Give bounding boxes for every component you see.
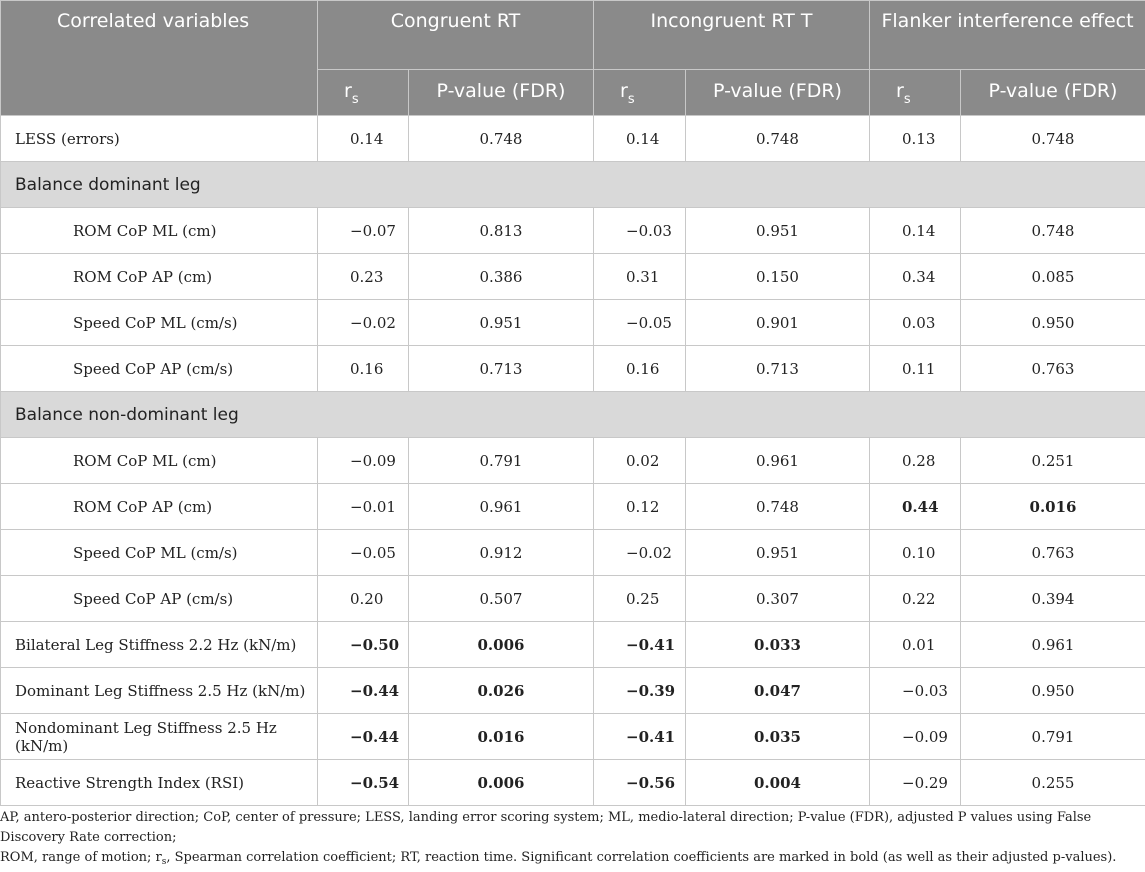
row-label: ROM CoP AP (cm) [1,254,318,300]
row-label: Reactive Strength Index (RSI) [1,760,318,806]
row-label: LESS (errors) [1,116,318,162]
table-row [1,530,1145,576]
rs-value-cell: 0.11 [870,346,961,392]
header-row-1 [1,1,1145,70]
table-row [1,622,1145,668]
pvalue-cell: 0.035 [686,714,870,760]
rs-value-cell: −0.05 [594,300,686,346]
pvalue-cell: 0.763 [961,346,1145,392]
section-label: Balance non-dominant leg [1,392,1145,438]
rs-value-cell: 0.14 [594,116,686,162]
footnote-text: , Spearman correlation coefficient; RT, reaction time. Significant correlation coefficients are marked in bold (as well as their adjusted p-values). [166,850,1116,865]
rs-value-cell: 0.12 [594,484,686,530]
pvalue-cell: 0.763 [961,530,1145,576]
header-flanker-effect: Flanker interference effect [870,1,1145,70]
rs-value-cell: 0.13 [870,116,961,162]
pvalue-cell: 0.016 [409,714,594,760]
header-pvalue: P-value (FDR) [409,70,594,116]
pvalue-cell: 0.006 [409,760,594,806]
row-label: ROM CoP ML (cm) [1,208,318,254]
rs-symbol: r [620,80,628,102]
header-pvalue: P-value (FDR) [686,70,870,116]
rs-value-cell: −0.02 [318,300,409,346]
rs-value-cell: −0.41 [594,714,686,760]
table-body [1,116,1145,806]
pvalue-cell: 0.951 [686,208,870,254]
rs-value-cell: −0.56 [594,760,686,806]
table-row [1,346,1145,392]
header-incongruent-rt: Incongruent RT T [594,1,870,70]
pvalue-cell: 0.961 [686,438,870,484]
rs-subscript: s [904,92,911,107]
rs-value-cell: −0.03 [594,208,686,254]
pvalue-cell: 0.951 [409,300,594,346]
footnote-line-1: AP, antero-posterior direction; CoP, center of pressure; LESS, landing error scoring system; ML, medio-lateral direction; P-value (FDR), adjusted P values using False Discovery Rate correction; [0,808,1145,848]
pvalue-cell: 0.961 [409,484,594,530]
header-rs [870,70,961,116]
rs-subscript: s [628,92,635,107]
row-label: ROM CoP ML (cm) [1,438,318,484]
section-row [1,392,1145,438]
rs-value-cell: 0.16 [318,346,409,392]
rs-value-cell: −0.39 [594,668,686,714]
rs-value-cell: −0.44 [318,714,409,760]
rs-value-cell: −0.44 [318,668,409,714]
rs-value-cell: −0.07 [318,208,409,254]
pvalue-cell: 0.912 [409,530,594,576]
pvalue-cell: 0.307 [686,576,870,622]
rs-value-cell: 0.14 [870,208,961,254]
rs-value-cell: −0.41 [594,622,686,668]
header-correlated-variables: Correlated variables [1,1,318,116]
pvalue-cell: 0.951 [686,530,870,576]
pvalue-cell: 0.150 [686,254,870,300]
rs-value-cell: −0.09 [318,438,409,484]
pvalue-cell: 0.006 [409,622,594,668]
row-label: Speed CoP ML (cm/s) [1,300,318,346]
rs-value-cell: −0.05 [318,530,409,576]
pvalue-cell: 0.394 [961,576,1145,622]
rs-symbol: r [896,80,904,102]
pvalue-cell: 0.507 [409,576,594,622]
pvalue-cell: 0.791 [409,438,594,484]
pvalue-cell: 0.748 [686,116,870,162]
rs-value-cell: −0.01 [318,484,409,530]
pvalue-cell: 0.950 [961,668,1145,714]
rs-value-cell: 0.23 [318,254,409,300]
row-label: Nondominant Leg Stiffness 2.5 Hz (kN/m) [1,714,318,760]
pvalue-cell: 0.748 [961,116,1145,162]
table-footnote [0,808,1145,872]
pvalue-cell: 0.255 [961,760,1145,806]
row-label: Speed CoP ML (cm/s) [1,530,318,576]
table-row [1,438,1145,484]
rs-value-cell: 0.44 [870,484,961,530]
rs-value-cell: 0.03 [870,300,961,346]
rs-value-cell: −0.54 [318,760,409,806]
pvalue-cell: 0.813 [409,208,594,254]
table-row [1,116,1145,162]
row-label: Speed CoP AP (cm/s) [1,576,318,622]
rs-value-cell: 0.31 [594,254,686,300]
pvalue-cell: 0.901 [686,300,870,346]
section-label: Balance dominant leg [1,162,1145,208]
rs-value-cell: 0.16 [594,346,686,392]
rs-value-cell: −0.03 [870,668,961,714]
pvalue-cell: 0.004 [686,760,870,806]
table-row [1,254,1145,300]
footnote-line-2 [0,848,1145,872]
rs-value-cell: 0.10 [870,530,961,576]
pvalue-cell: 0.748 [686,484,870,530]
pvalue-cell: 0.748 [961,208,1145,254]
row-label: Dominant Leg Stiffness 2.5 Hz (kN/m) [1,668,318,714]
rs-value-cell: −0.02 [594,530,686,576]
table-row [1,208,1145,254]
table-row [1,760,1145,806]
table-row [1,576,1145,622]
rs-value-cell: 0.01 [870,622,961,668]
pvalue-cell: 0.016 [961,484,1145,530]
pvalue-cell: 0.085 [961,254,1145,300]
section-row [1,162,1145,208]
rs-value-cell: −0.09 [870,714,961,760]
table-row [1,484,1145,530]
pvalue-cell: 0.386 [409,254,594,300]
rs-subscript: s [352,92,359,107]
header-congruent-rt: Congruent RT [318,1,594,70]
pvalue-cell: 0.033 [686,622,870,668]
pvalue-cell: 0.791 [961,714,1145,760]
rs-value-cell: −0.29 [870,760,961,806]
footnote-subscript: s [162,857,167,867]
pvalue-cell: 0.251 [961,438,1145,484]
table-row [1,714,1145,760]
pvalue-cell: 0.713 [409,346,594,392]
footnote-text: ROM, range of motion; r [0,850,162,865]
rs-value-cell: 0.28 [870,438,961,484]
header-rs [594,70,686,116]
rs-value-cell: 0.34 [870,254,961,300]
table-row [1,668,1145,714]
rs-value-cell: 0.22 [870,576,961,622]
row-label: ROM CoP AP (cm) [1,484,318,530]
pvalue-cell: 0.961 [961,622,1145,668]
rs-value-cell: 0.02 [594,438,686,484]
table-row [1,300,1145,346]
pvalue-cell: 0.713 [686,346,870,392]
header-pvalue: P-value (FDR) [961,70,1145,116]
rs-value-cell: 0.14 [318,116,409,162]
header-rs [318,70,409,116]
row-label: Bilateral Leg Stiffness 2.2 Hz (kN/m) [1,622,318,668]
rs-value-cell: −0.50 [318,622,409,668]
row-label: Speed CoP AP (cm/s) [1,346,318,392]
pvalue-cell: 0.748 [409,116,594,162]
pvalue-cell: 0.950 [961,300,1145,346]
rs-value-cell: 0.25 [594,576,686,622]
rs-value-cell: 0.20 [318,576,409,622]
rs-symbol: r [344,80,352,102]
pvalue-cell: 0.026 [409,668,594,714]
pvalue-cell: 0.047 [686,668,870,714]
